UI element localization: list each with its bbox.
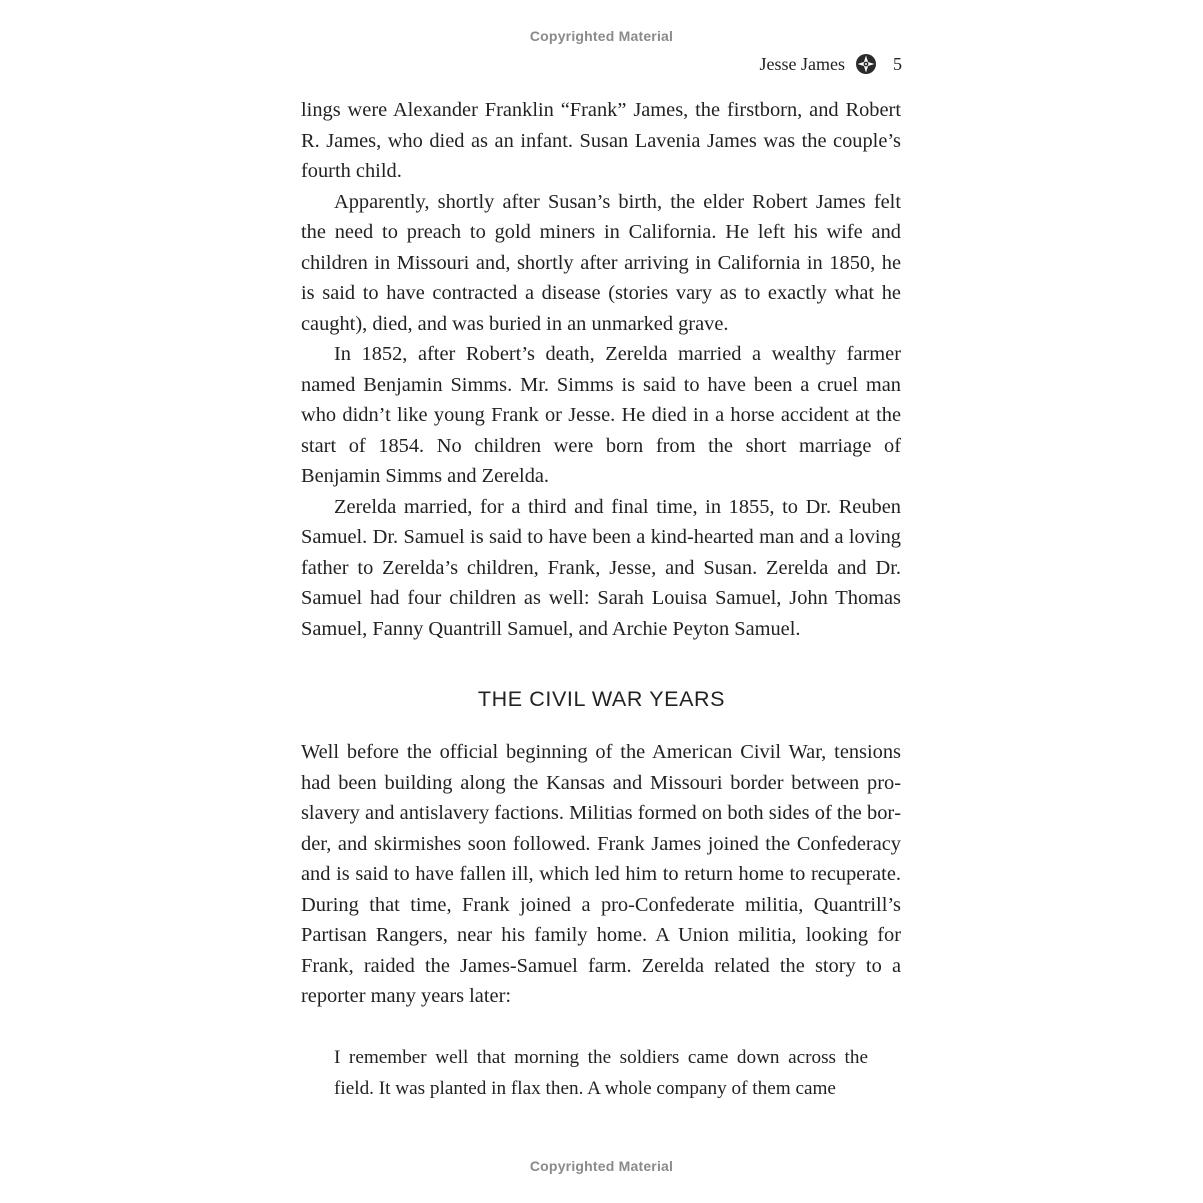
- body-text-section-1: [301, 95, 901, 644]
- section-heading: THE CIVIL WAR YEARS: [477, 687, 726, 711]
- cross-medallion-ornament-icon: [855, 53, 877, 75]
- block-quote-text: I remember well that morning the soldiers came down across the field. It was planted in flax then. A whole company of them came: [334, 1047, 868, 1099]
- paragraph: In 1852, after Robert’s death, Zerelda married a wealthy farmer named Benjamin Simms. Mr. Simms is said to have been a cruel man who didn’t like young Frank or Jesse. He died in a horse accident at the start of 1854. No children were born from the short marriage of Benjamin Simms and Zerelda.: [301, 343, 901, 487]
- page-number: 5: [893, 53, 902, 74]
- paragraph-continuation: lings were Alexander Franklin “Frank” James, the firstborn, and Robert R. James, who died as an infant. Susan Lavenia James was the couple’s fourth child.: [301, 99, 901, 182]
- block-quote: [334, 1043, 868, 1104]
- copyright-watermark-top: Copyrighted Material: [529, 28, 674, 44]
- copyright-watermark-bottom: Copyrighted Material: [529, 1158, 674, 1174]
- body-text-section-2: [301, 737, 901, 1012]
- running-head: [760, 53, 902, 75]
- paragraph: Well before the official beginning of the American Civil War, tensions had been building along the Kansas and Missouri border between proslavery and antislavery factions. Militias formed on both sides of the border, and skirmishes soon followed. Frank James joined the Confederacy and is said to have fallen ill, which led him to return home to recuperate. During that time, Frank joined a pro-Confederate militia, Quantrill’s Partisan Rangers, near his family home. A Union militia, looking for Frank, raided the James-Samuel farm. Zerelda related the story to a reporter many years later:: [301, 741, 901, 1007]
- paragraph: Apparently, shortly after Susan’s birth, the elder Robert James felt the need to preach to gold miners in California. He left his wife and children in Missouri and, shortly after arriving in California in 1850, he is said to have contracted a disease (stories vary as to exactly what he caught), died, and was buried in an unmarked grave.: [301, 190, 901, 335]
- paragraph: Zerelda married, for a third and final time, in 1855, to Dr. Reuben Samuel. Dr. Samuel is said to have been a kind-hearted man and a loving father to Zerelda’s children, Frank, Jesse, and Susan. Zerelda and Dr. Samuel had four children as well: Sarah Louisa Samuel, John Thomas Samuel, Fanny Quantrill Samuel, and Archie Peyton Samuel.: [301, 495, 901, 640]
- running-head-title: Jesse James: [759, 53, 845, 74]
